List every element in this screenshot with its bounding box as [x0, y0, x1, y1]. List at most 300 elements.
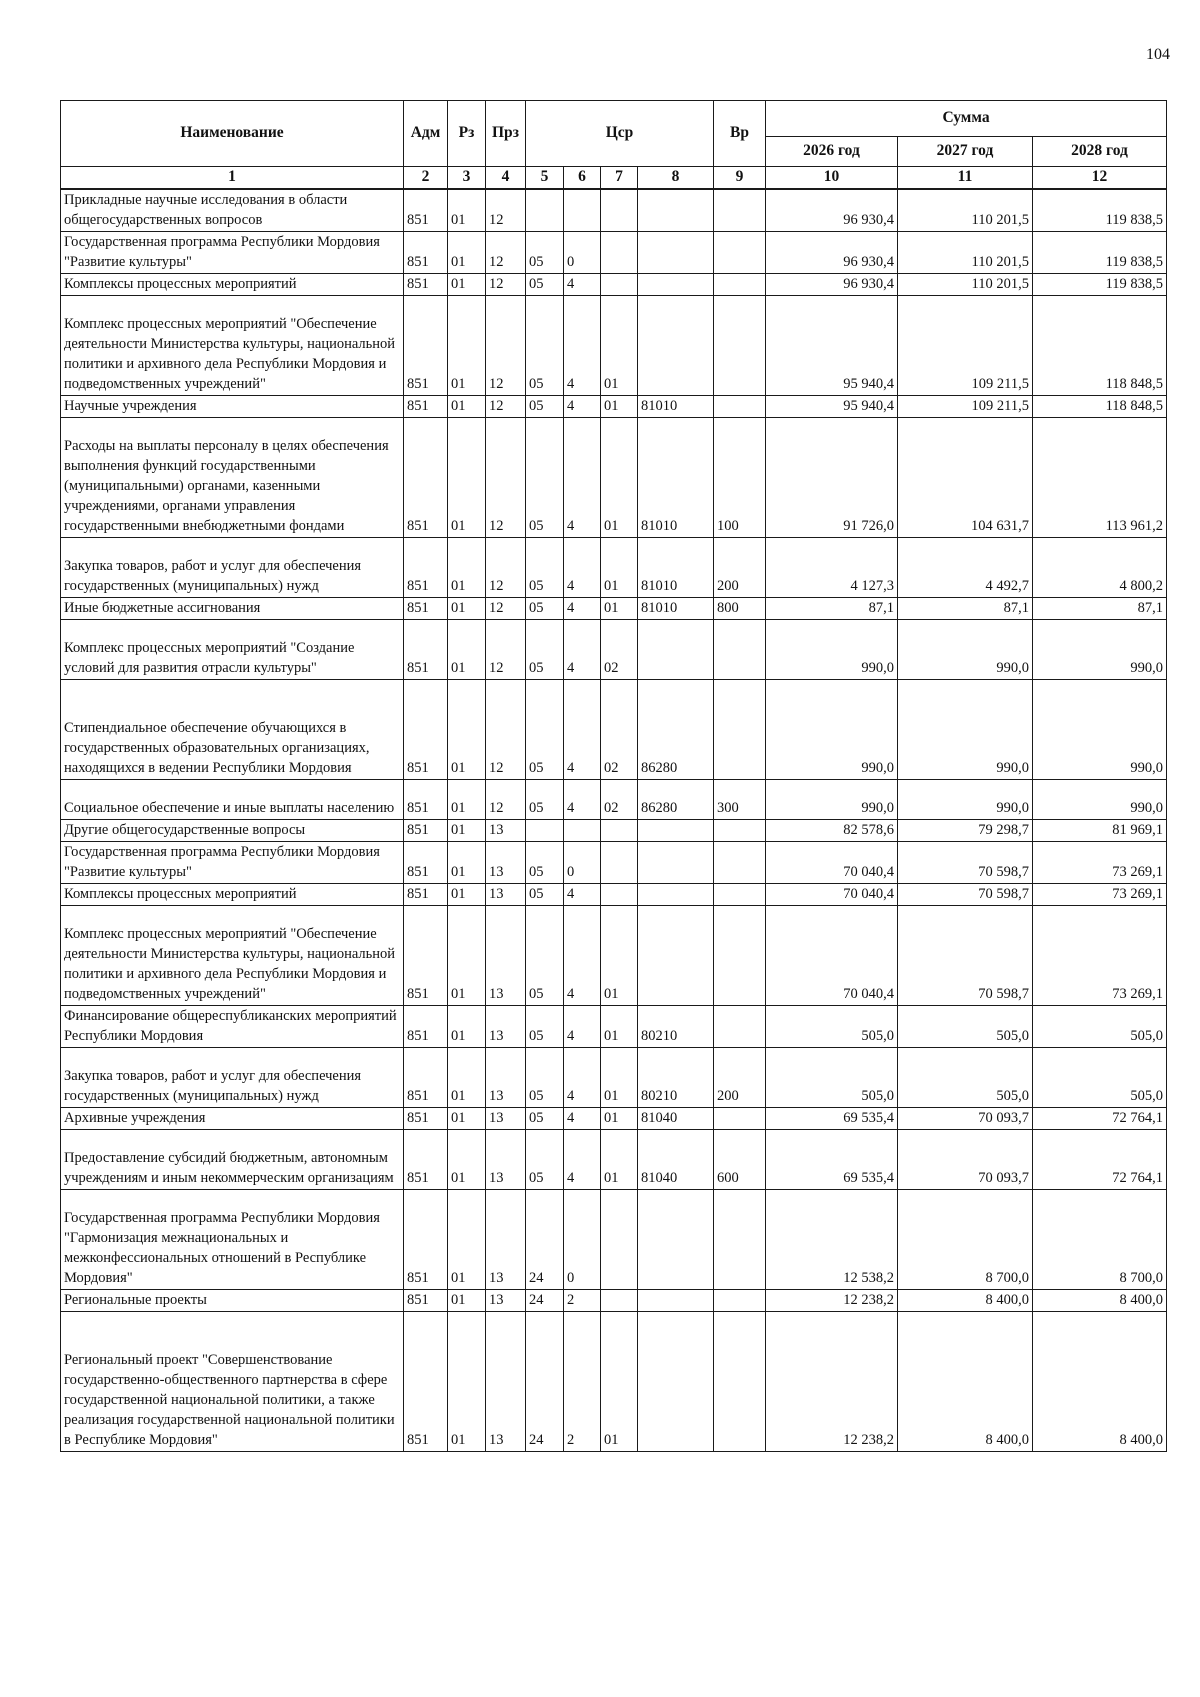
cell-c7: 01	[601, 1130, 638, 1190]
cell-s2026: 70 040,4	[766, 884, 898, 906]
cell-c8	[638, 884, 714, 906]
table-row	[61, 1190, 1167, 1290]
cell-s2028: 4 800,2	[1033, 538, 1167, 598]
cell-name: Комплекс процессных мероприятий "Обеспечение деятельности Министерства культуры, национальной политики и архивного дела Республики Мордовия и подведомственных учреждений"	[61, 296, 404, 396]
cell-c7: 02	[601, 620, 638, 680]
cell-s2027: 505,0	[898, 1006, 1033, 1048]
cell-name: Прикладные научные исследования в области общегосударственных вопросов	[61, 189, 404, 232]
cell-s2028: 505,0	[1033, 1048, 1167, 1108]
cell-s2027: 110 201,5	[898, 274, 1033, 296]
cell-vr: 600	[714, 1130, 766, 1190]
column-number: 7	[601, 167, 638, 190]
cell-name: Стипендиальное обеспечение обучающихся в государственных образовательных организациях, находящихся в ведении Республики Мордовия	[61, 680, 404, 780]
cell-c5: 05	[526, 1108, 564, 1130]
cell-vr	[714, 1006, 766, 1048]
cell-s2028: 87,1	[1033, 598, 1167, 620]
cell-name: Расходы на выплаты персоналу в целях обеспечения выполнения функций государственными (муниципальными) органами, казенными учреждениями, органами управления государственными внебюджетными фондами	[61, 418, 404, 538]
cell-c6: 4	[564, 538, 601, 598]
cell-name: Государственная программа Республики Мордовия "Развитие культуры"	[61, 842, 404, 884]
cell-s2028: 118 848,5	[1033, 396, 1167, 418]
cell-prz: 13	[486, 1312, 526, 1452]
table-row	[61, 232, 1167, 274]
cell-c7: 01	[601, 538, 638, 598]
cell-s2027: 70 598,7	[898, 884, 1033, 906]
cell-c7	[601, 232, 638, 274]
cell-c5: 24	[526, 1290, 564, 1312]
cell-s2028: 505,0	[1033, 1006, 1167, 1048]
cell-prz: 13	[486, 1290, 526, 1312]
cell-adm: 851	[404, 884, 448, 906]
cell-s2027: 79 298,7	[898, 820, 1033, 842]
cell-s2027: 70 598,7	[898, 842, 1033, 884]
cell-c8: 81040	[638, 1108, 714, 1130]
cell-s2027: 8 400,0	[898, 1312, 1033, 1452]
cell-c6: 4	[564, 1006, 601, 1048]
cell-c6: 0	[564, 1190, 601, 1290]
cell-c8	[638, 274, 714, 296]
cell-c6: 4	[564, 1048, 601, 1108]
cell-c6: 4	[564, 906, 601, 1006]
cell-c7: 02	[601, 680, 638, 780]
cell-c7	[601, 842, 638, 884]
cell-c7: 01	[601, 598, 638, 620]
cell-c8	[638, 842, 714, 884]
cell-s2027: 990,0	[898, 620, 1033, 680]
cell-c5	[526, 189, 564, 232]
cell-vr: 300	[714, 780, 766, 820]
cell-rz: 01	[448, 906, 486, 1006]
cell-s2028: 113 961,2	[1033, 418, 1167, 538]
cell-rz: 01	[448, 1190, 486, 1290]
table-row	[61, 598, 1167, 620]
cell-c7: 01	[601, 1312, 638, 1452]
header-year-2026: 2026 год	[766, 137, 898, 167]
cell-name: Научные учреждения	[61, 396, 404, 418]
column-number: 1	[61, 167, 404, 190]
cell-name: Комплекс процессных мероприятий "Создание условий для развития отрасли культуры"	[61, 620, 404, 680]
cell-name: Комплексы процессных мероприятий	[61, 884, 404, 906]
cell-s2026: 990,0	[766, 780, 898, 820]
cell-c5: 05	[526, 598, 564, 620]
cell-c6	[564, 820, 601, 842]
cell-c7: 01	[601, 1006, 638, 1048]
cell-c5: 05	[526, 620, 564, 680]
cell-c8: 81010	[638, 538, 714, 598]
cell-c6: 0	[564, 232, 601, 274]
cell-name: Государственная программа Республики Мордовия "Гармонизация межнациональных и межконфессиональных отношений в Республике Мордовия"	[61, 1190, 404, 1290]
cell-c5: 05	[526, 274, 564, 296]
cell-c6: 4	[564, 780, 601, 820]
cell-s2026: 4 127,3	[766, 538, 898, 598]
cell-prz: 13	[486, 842, 526, 884]
cell-adm: 851	[404, 1290, 448, 1312]
cell-c5: 05	[526, 418, 564, 538]
header-sum: Сумма	[766, 101, 1167, 137]
cell-adm: 851	[404, 906, 448, 1006]
header-prz: Прз	[486, 101, 526, 167]
cell-prz: 13	[486, 1190, 526, 1290]
cell-c8	[638, 906, 714, 1006]
cell-c5: 05	[526, 538, 564, 598]
cell-adm: 851	[404, 620, 448, 680]
cell-rz: 01	[448, 396, 486, 418]
header-year-2028: 2028 год	[1033, 137, 1167, 167]
cell-name: Комплекс процессных мероприятий "Обеспечение деятельности Министерства культуры, национальной политики и архивного дела Республики Мордовия и подведомственных учреждений"	[61, 906, 404, 1006]
cell-c8	[638, 232, 714, 274]
cell-c8: 81010	[638, 396, 714, 418]
table-row	[61, 296, 1167, 396]
column-number: 11	[898, 167, 1033, 190]
cell-name: Региональный проект "Совершенствование государственно-общественного партнерства в сфере государственной национальной политики, а также реализация государственной национальной политики в Республике Мордовия"	[61, 1312, 404, 1452]
cell-vr: 800	[714, 598, 766, 620]
table-row	[61, 1048, 1167, 1108]
cell-c8	[638, 1312, 714, 1452]
cell-c6	[564, 189, 601, 232]
cell-rz: 01	[448, 780, 486, 820]
cell-s2028: 72 764,1	[1033, 1108, 1167, 1130]
cell-c7	[601, 1290, 638, 1312]
cell-name: Другие общегосударственные вопросы	[61, 820, 404, 842]
cell-rz: 01	[448, 1290, 486, 1312]
column-number: 6	[564, 167, 601, 190]
cell-c7	[601, 820, 638, 842]
cell-c6: 4	[564, 598, 601, 620]
cell-c5: 05	[526, 780, 564, 820]
cell-prz: 12	[486, 396, 526, 418]
cell-c8	[638, 620, 714, 680]
cell-s2028: 118 848,5	[1033, 296, 1167, 396]
cell-c8	[638, 1290, 714, 1312]
cell-c6: 2	[564, 1290, 601, 1312]
column-number-row	[61, 167, 1167, 190]
cell-rz: 01	[448, 538, 486, 598]
cell-prz: 12	[486, 538, 526, 598]
table-row	[61, 274, 1167, 296]
cell-rz: 01	[448, 680, 486, 780]
cell-c5: 05	[526, 1006, 564, 1048]
cell-s2027: 8 700,0	[898, 1190, 1033, 1290]
cell-s2028: 990,0	[1033, 620, 1167, 680]
cell-c8: 80210	[638, 1048, 714, 1108]
cell-s2026: 990,0	[766, 680, 898, 780]
cell-s2027: 990,0	[898, 680, 1033, 780]
cell-adm: 851	[404, 1312, 448, 1452]
cell-adm: 851	[404, 296, 448, 396]
cell-prz: 13	[486, 884, 526, 906]
cell-prz: 13	[486, 1048, 526, 1108]
cell-rz: 01	[448, 296, 486, 396]
cell-s2027: 87,1	[898, 598, 1033, 620]
cell-c6: 4	[564, 620, 601, 680]
cell-adm: 851	[404, 232, 448, 274]
cell-s2026: 12 538,2	[766, 1190, 898, 1290]
cell-adm: 851	[404, 1130, 448, 1190]
cell-s2028: 990,0	[1033, 680, 1167, 780]
cell-c6: 4	[564, 1108, 601, 1130]
cell-s2026: 990,0	[766, 620, 898, 680]
cell-c7: 01	[601, 418, 638, 538]
table-row	[61, 906, 1167, 1006]
cell-rz: 01	[448, 842, 486, 884]
cell-adm: 851	[404, 842, 448, 884]
cell-c8	[638, 820, 714, 842]
cell-s2028: 119 838,5	[1033, 189, 1167, 232]
table-row	[61, 884, 1167, 906]
cell-c5: 05	[526, 232, 564, 274]
header-rz: Рз	[448, 101, 486, 167]
cell-rz: 01	[448, 1130, 486, 1190]
cell-c8: 86280	[638, 680, 714, 780]
column-number: 4	[486, 167, 526, 190]
cell-c7: 01	[601, 1108, 638, 1130]
cell-adm: 851	[404, 1108, 448, 1130]
cell-s2027: 505,0	[898, 1048, 1033, 1108]
cell-c8: 81010	[638, 598, 714, 620]
cell-c8	[638, 189, 714, 232]
cell-c6: 4	[564, 418, 601, 538]
header-adm: Адм	[404, 101, 448, 167]
cell-s2026: 70 040,4	[766, 906, 898, 1006]
cell-adm: 851	[404, 680, 448, 780]
cell-s2026: 505,0	[766, 1048, 898, 1108]
cell-rz: 01	[448, 1006, 486, 1048]
column-number: 3	[448, 167, 486, 190]
cell-s2027: 109 211,5	[898, 396, 1033, 418]
cell-c7	[601, 274, 638, 296]
cell-prz: 12	[486, 620, 526, 680]
cell-s2026: 69 535,4	[766, 1130, 898, 1190]
column-number: 10	[766, 167, 898, 190]
cell-c5: 05	[526, 1048, 564, 1108]
table-header	[61, 101, 1167, 190]
cell-s2028: 73 269,1	[1033, 884, 1167, 906]
cell-c6: 0	[564, 842, 601, 884]
cell-c7: 01	[601, 296, 638, 396]
cell-s2027: 109 211,5	[898, 296, 1033, 396]
table-row	[61, 1312, 1167, 1452]
cell-s2026: 96 930,4	[766, 189, 898, 232]
cell-adm: 851	[404, 396, 448, 418]
table-row	[61, 1290, 1167, 1312]
cell-rz: 01	[448, 820, 486, 842]
cell-vr	[714, 680, 766, 780]
cell-vr	[714, 820, 766, 842]
cell-vr: 200	[714, 1048, 766, 1108]
cell-adm: 851	[404, 1048, 448, 1108]
cell-s2027: 70 093,7	[898, 1130, 1033, 1190]
cell-prz: 13	[486, 1108, 526, 1130]
cell-c5: 05	[526, 396, 564, 418]
cell-name: Иные бюджетные ассигнования	[61, 598, 404, 620]
cell-c5: 05	[526, 680, 564, 780]
cell-s2028: 81 969,1	[1033, 820, 1167, 842]
cell-c7: 01	[601, 1048, 638, 1108]
cell-s2028: 8 700,0	[1033, 1190, 1167, 1290]
cell-s2026: 96 930,4	[766, 274, 898, 296]
cell-name: Финансирование общереспубликанских мероприятий Республики Мордовия	[61, 1006, 404, 1048]
table-row	[61, 620, 1167, 680]
cell-c5: 05	[526, 842, 564, 884]
cell-c5: 05	[526, 906, 564, 1006]
cell-rz: 01	[448, 1048, 486, 1108]
cell-s2027: 990,0	[898, 780, 1033, 820]
cell-rz: 01	[448, 274, 486, 296]
cell-vr	[714, 1312, 766, 1452]
cell-prz: 12	[486, 418, 526, 538]
page-number: 104	[1146, 46, 1170, 63]
cell-c8: 81040	[638, 1130, 714, 1190]
cell-c8: 80210	[638, 1006, 714, 1048]
cell-prz: 12	[486, 680, 526, 780]
cell-adm: 851	[404, 1006, 448, 1048]
column-number: 8	[638, 167, 714, 190]
cell-s2028: 8 400,0	[1033, 1290, 1167, 1312]
cell-s2026: 95 940,4	[766, 396, 898, 418]
cell-vr	[714, 296, 766, 396]
cell-c8	[638, 1190, 714, 1290]
cell-s2027: 8 400,0	[898, 1290, 1033, 1312]
cell-s2026: 69 535,4	[766, 1108, 898, 1130]
cell-name: Закупка товаров, работ и услуг для обеспечения государственных (муниципальных) нужд	[61, 1048, 404, 1108]
cell-rz: 01	[448, 1312, 486, 1452]
cell-c7	[601, 1190, 638, 1290]
cell-name: Социальное обеспечение и иные выплаты населению	[61, 780, 404, 820]
cell-vr	[714, 396, 766, 418]
cell-s2027: 110 201,5	[898, 189, 1033, 232]
cell-s2028: 990,0	[1033, 780, 1167, 820]
header-year-2027: 2027 год	[898, 137, 1033, 167]
cell-c5: 05	[526, 884, 564, 906]
cell-c7	[601, 884, 638, 906]
cell-prz: 12	[486, 232, 526, 274]
cell-s2026: 70 040,4	[766, 842, 898, 884]
cell-s2027: 4 492,7	[898, 538, 1033, 598]
cell-s2026: 95 940,4	[766, 296, 898, 396]
column-number: 12	[1033, 167, 1167, 190]
cell-c8: 86280	[638, 780, 714, 820]
cell-s2028: 72 764,1	[1033, 1130, 1167, 1190]
cell-vr	[714, 620, 766, 680]
cell-c7: 02	[601, 780, 638, 820]
cell-vr	[714, 189, 766, 232]
cell-prz: 13	[486, 820, 526, 842]
cell-s2026: 96 930,4	[766, 232, 898, 274]
cell-c8	[638, 296, 714, 396]
cell-c6: 4	[564, 680, 601, 780]
cell-c5: 05	[526, 296, 564, 396]
cell-c5: 24	[526, 1312, 564, 1452]
cell-name: Архивные учреждения	[61, 1108, 404, 1130]
cell-adm: 851	[404, 189, 448, 232]
cell-s2028: 73 269,1	[1033, 906, 1167, 1006]
cell-prz: 12	[486, 274, 526, 296]
cell-s2027: 70 093,7	[898, 1108, 1033, 1130]
cell-c8: 81010	[638, 418, 714, 538]
cell-rz: 01	[448, 189, 486, 232]
cell-adm: 851	[404, 598, 448, 620]
cell-vr: 200	[714, 538, 766, 598]
cell-s2027: 110 201,5	[898, 232, 1033, 274]
cell-s2026: 82 578,6	[766, 820, 898, 842]
cell-prz: 12	[486, 780, 526, 820]
cell-s2026: 12 238,2	[766, 1290, 898, 1312]
cell-c7: 01	[601, 396, 638, 418]
table-row	[61, 418, 1167, 538]
table-body	[61, 189, 1167, 1452]
cell-vr	[714, 906, 766, 1006]
cell-rz: 01	[448, 1108, 486, 1130]
table-row	[61, 820, 1167, 842]
cell-adm: 851	[404, 780, 448, 820]
header-csr: Цср	[526, 101, 714, 167]
cell-vr	[714, 232, 766, 274]
budget-table	[60, 100, 1167, 1452]
cell-vr	[714, 1108, 766, 1130]
cell-c6: 2	[564, 1312, 601, 1452]
column-number: 9	[714, 167, 766, 190]
cell-rz: 01	[448, 418, 486, 538]
table-row	[61, 1130, 1167, 1190]
cell-s2028: 119 838,5	[1033, 274, 1167, 296]
cell-adm: 851	[404, 274, 448, 296]
header-vr: Вр	[714, 101, 766, 167]
cell-s2026: 91 726,0	[766, 418, 898, 538]
cell-c7: 01	[601, 906, 638, 1006]
cell-name: Государственная программа Республики Мордовия "Развитие культуры"	[61, 232, 404, 274]
table-row	[61, 189, 1167, 232]
cell-prz: 13	[486, 1130, 526, 1190]
cell-c6: 4	[564, 396, 601, 418]
table-row	[61, 680, 1167, 780]
cell-vr: 100	[714, 418, 766, 538]
cell-c6: 4	[564, 274, 601, 296]
cell-vr	[714, 884, 766, 906]
cell-adm: 851	[404, 418, 448, 538]
cell-s2026: 505,0	[766, 1006, 898, 1048]
table-row	[61, 780, 1167, 820]
cell-rz: 01	[448, 598, 486, 620]
cell-prz: 13	[486, 906, 526, 1006]
cell-name: Региональные проекты	[61, 1290, 404, 1312]
cell-c7	[601, 189, 638, 232]
cell-rz: 01	[448, 884, 486, 906]
cell-prz: 13	[486, 1006, 526, 1048]
table-row	[61, 1006, 1167, 1048]
cell-adm: 851	[404, 820, 448, 842]
table-row	[61, 396, 1167, 418]
cell-rz: 01	[448, 620, 486, 680]
cell-s2028: 8 400,0	[1033, 1312, 1167, 1452]
cell-prz: 12	[486, 189, 526, 232]
cell-prz: 12	[486, 598, 526, 620]
cell-name: Закупка товаров, работ и услуг для обеспечения государственных (муниципальных) нужд	[61, 538, 404, 598]
cell-s2028: 119 838,5	[1033, 232, 1167, 274]
header-name: Наименование	[61, 101, 404, 167]
cell-vr	[714, 842, 766, 884]
cell-adm: 851	[404, 1190, 448, 1290]
column-number: 5	[526, 167, 564, 190]
cell-s2028: 73 269,1	[1033, 842, 1167, 884]
table-row	[61, 538, 1167, 598]
cell-vr	[714, 1190, 766, 1290]
cell-name: Комплексы процессных мероприятий	[61, 274, 404, 296]
column-number: 2	[404, 167, 448, 190]
cell-rz: 01	[448, 232, 486, 274]
cell-c5	[526, 820, 564, 842]
cell-s2027: 70 598,7	[898, 906, 1033, 1006]
cell-vr	[714, 274, 766, 296]
table-row	[61, 842, 1167, 884]
